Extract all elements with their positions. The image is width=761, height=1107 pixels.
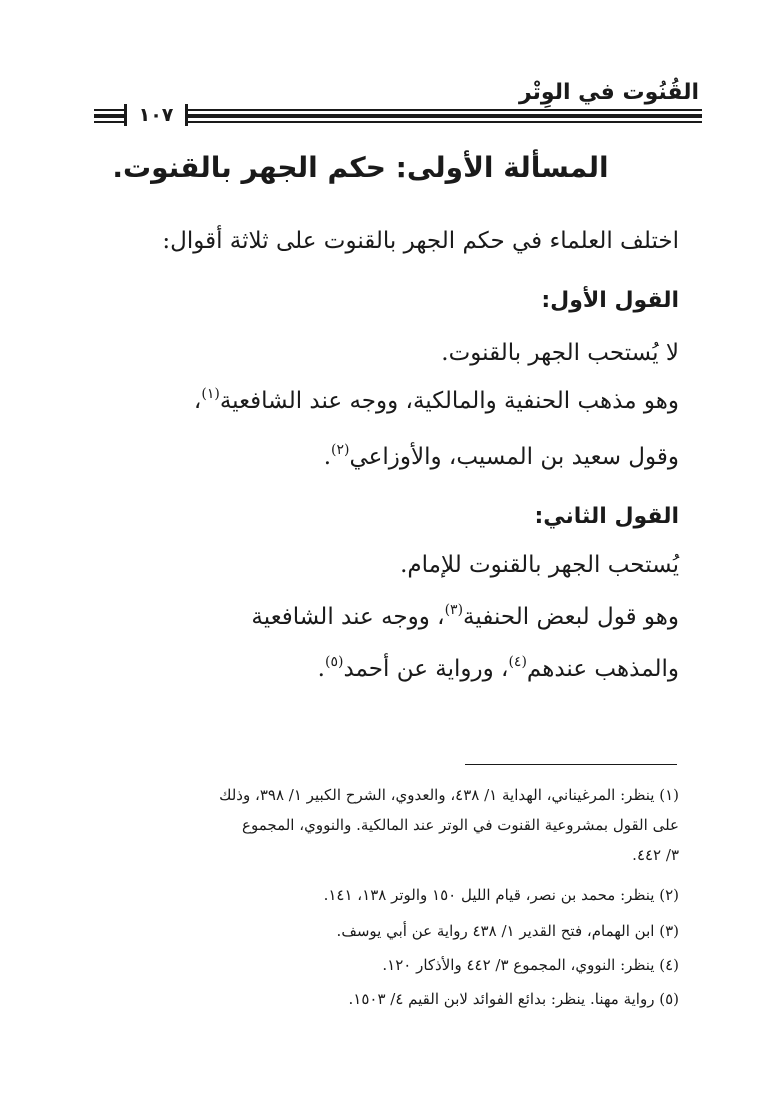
footnote-3: (٣) ابن الهمام، فتح القدير ١/ ٤٣٨ رواية عن أبي يوسف.	[336, 922, 679, 940]
text-run: وهو قول لبعض الحنفية	[463, 604, 679, 630]
text-run: وقول سعيد بن المسيب، والأوزاعي	[349, 444, 679, 470]
footnote-ref: (٤)	[508, 654, 527, 670]
footnote-ref: (٢)	[331, 442, 350, 458]
intro-paragraph: اختلف العلماء في حكم الجهر بالقنوت على ثلاثة أقوال:	[162, 228, 679, 254]
text-run: .	[317, 656, 325, 682]
footnote-1-line: (١) ينظر: المرغيناني، الهداية ١/ ٤٣٨، والعدوي، الشرح الكبير ١/ ٣٩٨، وذلك	[219, 786, 679, 804]
text-run: وهو مذهب الحنفية والمالكية، ووجه عند الشافعية	[219, 388, 679, 414]
second-opinion-line	[79, 652, 679, 686]
footnote-ref: (٣)	[444, 602, 464, 618]
text-run: ، ورواية عن أحمد	[343, 656, 509, 682]
text-run: والمذهب عندهم	[526, 656, 679, 682]
page-number: ١٠٧	[124, 104, 188, 126]
footnote-1-line: ٣/ ٤٤٢.	[632, 846, 679, 864]
footnote-ref: (١)	[201, 386, 220, 402]
footnote-ref: (٥)	[324, 654, 344, 670]
footnote-5: (٥) رواية مهنا. ينظر: بدائع الفوائد لابن القيم ٤/ ١٥٠٣.	[348, 990, 679, 1008]
first-opinion-line	[79, 384, 679, 418]
running-title: القُنُوت في الوِتْر	[518, 80, 699, 105]
first-opinion-heading: القول الأول:	[541, 288, 679, 313]
text-run: ، ووجه عند الشافعية	[251, 604, 445, 630]
header-rule	[94, 104, 702, 128]
footnote-4: (٤) ينظر: النووي، المجموع ٣/ ٤٤٢ والأذكار ١٢٠.	[382, 956, 679, 974]
footnote-2: (٢) ينظر: محمد بن نصر، قيام الليل ١٥٠ والوتر ١٣٨، ١٤١.	[323, 886, 679, 904]
text-run: ،	[193, 388, 202, 414]
footnote-separator	[465, 764, 677, 765]
first-opinion-line	[79, 440, 679, 474]
text-run: .	[323, 444, 332, 470]
second-opinion-line	[79, 600, 679, 634]
second-opinion-heading: القول الثاني:	[534, 504, 679, 529]
footnote-1-line: على القول بمشروعية القنوت في الوتر عند المالكية. والنووي، المجموع	[242, 816, 679, 834]
first-opinion-statement: لا يُستحب الجهر بالقنوت.	[441, 340, 679, 366]
section-heading: المسألة الأولى: حكم الجهر بالقنوت.	[112, 151, 609, 184]
second-opinion-statement: يُستحب الجهر بالقنوت للإمام.	[400, 552, 679, 578]
